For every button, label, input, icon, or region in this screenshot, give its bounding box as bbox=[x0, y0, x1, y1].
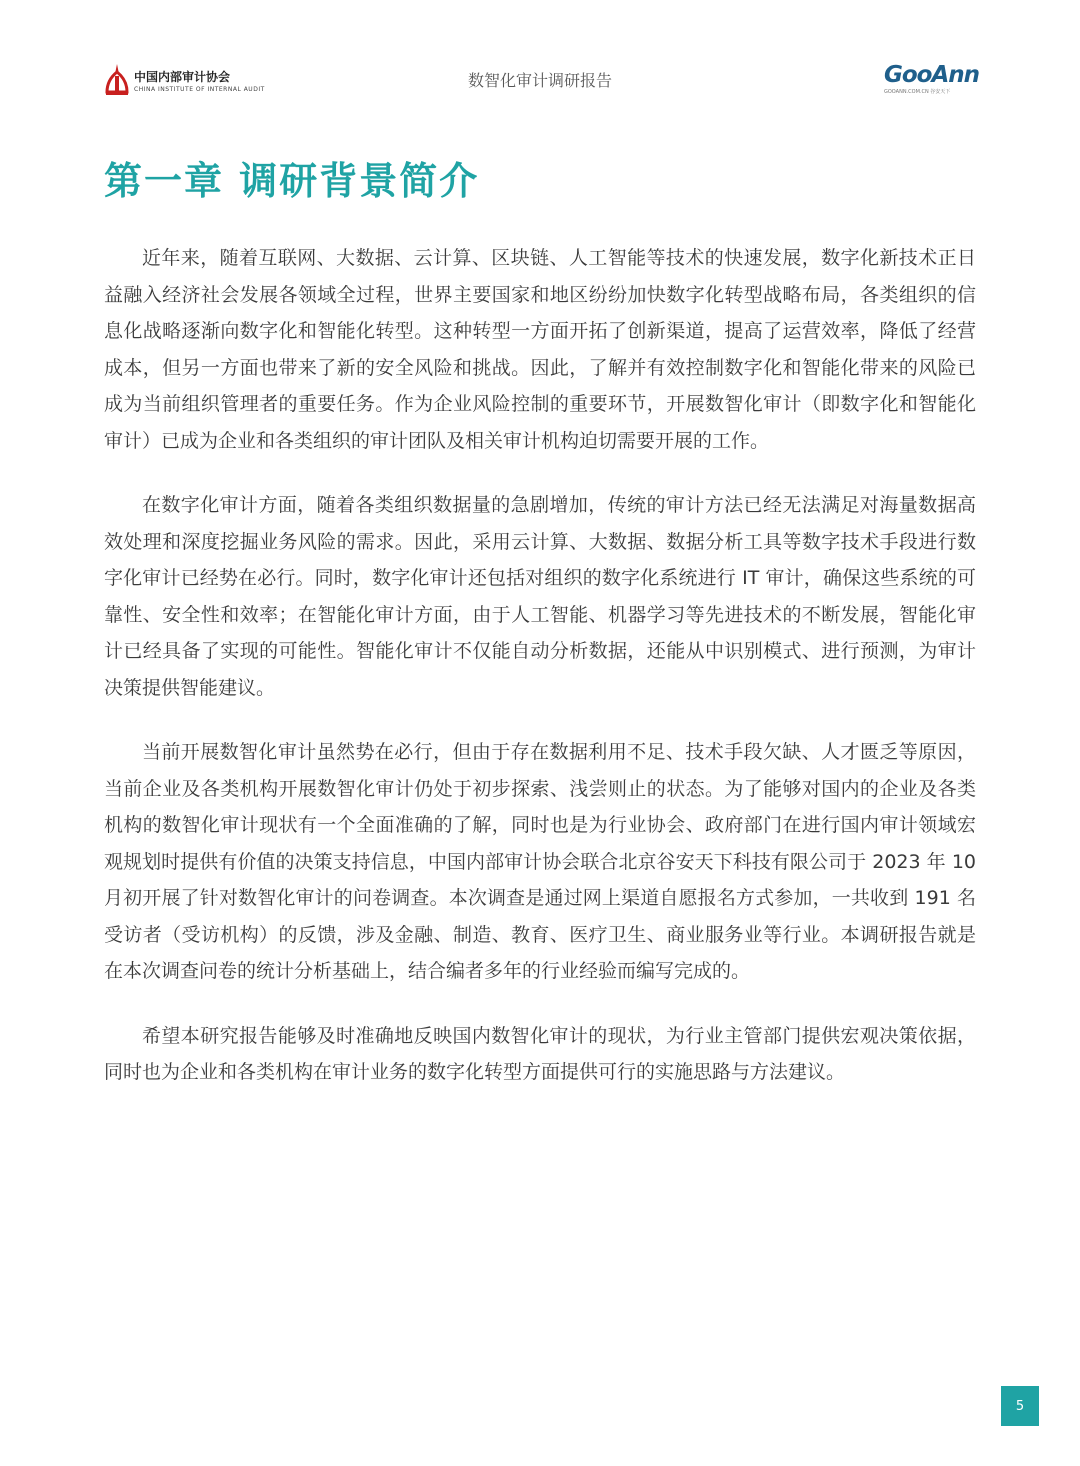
paragraph-1: 近年来，随着互联网、大数据、云计算、区块链、人工智能等技术的快速发展，数字化新技术正日益融入经济社会发展各领域全过程，世界主要国家和地区纷纷加快数字化转型战略布局，各类组织的信息化战略逐渐向数字化和智能化转型。这种转型一方面开拓了创新渠道，提高了运营效率，降低了经营成本，但另一方面也带来了新的安全风险和挑战。因此，了解并有效控制数字化和智能化带来的风险已成为当前组织管理者的重要任务。作为企业风险控制的重要环节，开展数智化审计（即数字化和智能化审计）已成为企业和各类组织的审计团队及相关审计机构迫切需要开展的工作。 bbox=[104, 247, 976, 452]
org-name-en: CHINA INSTITUTE OF INTERNAL AUDIT bbox=[134, 86, 265, 93]
gooann-wordmark: GooAnn bbox=[884, 62, 980, 88]
page-header bbox=[0, 60, 1080, 100]
paragraph-4: 希望本研究报告能够及时准确地反映国内数智化审计的现状，为行业主管部门提供宏观决策依据，同时也为企业和各类机构在审计业务的数字化转型方面提供可行的实施思路与方法建议。 bbox=[104, 1024, 976, 1083]
org-name-cn: 中国内部审计协会 bbox=[134, 70, 231, 84]
page-number: 5 bbox=[1001, 1386, 1039, 1426]
gooann-subtext: GOOANN.COM.CN 谷安天下 bbox=[884, 89, 951, 95]
paragraph-2: 在数字化审计方面，随着各类组织数据量的急剧增加，传统的审计方法已经无法满足对海量数据高效处理和深度挖掘业务风险的需求。因此，采用云计算、大数据、数据分析工具等数字技术手段进行数字化审计已经势在必行。同时，数字化审计还包括对组织的数字化系统进行 IT 审计，确保这些系统的可靠性、安全性和效率；在智能化审计方面，由于人工智能、机器学习等先进技术的不断发展，智能化审计已经具备了实现的可能性。智能化审计不仅能自动分析数据，还能从中识别模式、进行预测，为审计决策提供智能建议。 bbox=[104, 494, 976, 699]
document-title: 数智化审计调研报告 bbox=[467, 71, 612, 90]
body-text bbox=[104, 240, 976, 1119]
chapter-title: 第一章 调研背景简介 bbox=[104, 159, 480, 203]
gooann-logo bbox=[884, 60, 984, 96]
paragraph-3: 当前开展数智化审计虽然势在必行，但由于存在数据利用不足、技术手段欠缺、人才匮乏等原因，当前企业及各类机构开展数智化审计仍处于初步探索、浅尝则止的状态。为了能够对国内的企业及各类机构的数智化审计现状有一个全面准确的了解，同时也是为行业协会、政府部门在进行国内审计领域宏观规划时提供有价值的决策支持信息，中国内部审计协会联合北京谷安天下科技有限公司于 2023 年 10 月初开展了针对数智化审计的问卷调查。本次调查是通过网上渠道自愿报名方式参加，一共收到 191 名受访者（受访机构）的反馈，涉及金融、制造、教育、医疗卫生、商业服务业等行业。本调研报告就是在本次调查问卷的统计分析基础上，结合编者多年的行业经验而编写完成的。 bbox=[104, 741, 976, 982]
